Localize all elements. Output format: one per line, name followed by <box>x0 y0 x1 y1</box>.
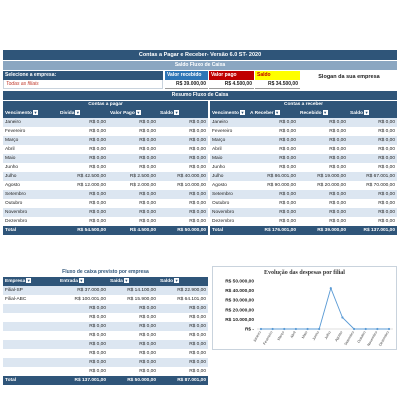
fluxo-empresa-cell[interactable] <box>3 331 58 340</box>
fluxo-empresa-cell[interactable]: R$ 0,00 <box>108 304 158 313</box>
fluxo-empresa-total-cell: R$ 50.000,00 <box>108 376 158 385</box>
y-tick-label: R$ 10.000,00 <box>225 317 254 323</box>
contas-receber-title: Contas a receber <box>210 101 397 109</box>
data-point[interactable] <box>353 328 355 330</box>
contas-receber-cell[interactable]: Janeiro <box>210 118 248 127</box>
y-tick-label: R$ 30.000,00 <box>225 298 254 304</box>
fluxo-empresa-cell[interactable] <box>3 313 58 322</box>
fluxo-empresa-row <box>3 367 208 376</box>
contas-pagar-cell[interactable]: R$ 0,00 <box>108 163 158 172</box>
contas-receber-cell[interactable]: R$ 0,00 <box>248 127 298 136</box>
fluxo-empresa-row <box>3 322 208 331</box>
fluxo-empresa-cell[interactable]: R$ 0,00 <box>158 340 208 349</box>
filter-dropdown-icon[interactable]: ▼ <box>275 110 280 116</box>
filter-dropdown-icon[interactable]: ▼ <box>26 278 31 284</box>
contas-pagar-total-cell: Total <box>3 226 58 235</box>
contas-pagar-header <box>3 109 208 118</box>
contas-pagar-cell[interactable]: R$ 0,00 <box>158 145 208 154</box>
fluxo-empresa-cell[interactable]: Filial-SP <box>3 286 58 295</box>
contas-receber-cell[interactable]: R$ 0,00 <box>248 145 298 154</box>
contas-pagar-cell[interactable]: Abril <box>3 145 58 154</box>
col-saldo[interactable]: Saldo ▼ <box>158 277 208 286</box>
contas-pagar-cell[interactable]: Fevereiro <box>3 127 58 136</box>
contas-pagar-row <box>3 190 208 199</box>
contas-receber-total-cell: R$ 137.001,00 <box>348 226 397 235</box>
fluxo-empresa-cell[interactable]: R$ 0,00 <box>58 322 108 331</box>
fluxo-empresa-cell[interactable]: Filial-ABC <box>3 295 58 304</box>
contas-pagar-cell[interactable]: R$ 0,00 <box>108 154 158 163</box>
contas-receber-cell[interactable]: Agosto <box>210 181 248 190</box>
contas-receber-row <box>210 154 397 163</box>
data-point[interactable] <box>376 328 378 330</box>
col-saida[interactable]: Saída ▼ <box>108 277 158 286</box>
series-line <box>261 288 389 329</box>
contas-receber-cell[interactable]: R$ 0,00 <box>348 199 397 208</box>
contas-receber-cell[interactable]: Maio <box>210 154 248 163</box>
filter-dropdown-icon[interactable]: ▼ <box>323 110 328 116</box>
contas-pagar-cell[interactable]: R$ 12.000,00 <box>58 181 108 190</box>
contas-pagar-cell[interactable]: R$ 0,00 <box>158 136 208 145</box>
fluxo-empresa-cell[interactable] <box>3 322 58 331</box>
contas-pagar-total-cell: R$ 4.500,00 <box>108 226 158 235</box>
contas-pagar-table <box>3 101 208 235</box>
contas-receber-cell[interactable]: R$ 70.000,00 <box>348 181 397 190</box>
contas-receber-row <box>210 145 397 154</box>
saldo-value: R$ 34.500,00 <box>255 80 300 89</box>
contas-pagar-cell[interactable]: Janeiro <box>3 118 58 127</box>
contas-receber-cell[interactable]: Fevereiro <box>210 127 248 136</box>
fluxo-empresa-cell[interactable] <box>3 340 58 349</box>
contas-receber-cell[interactable]: R$ 0,00 <box>298 127 348 136</box>
fluxo-empresa-row <box>3 295 208 304</box>
company-selector-label: Selecione a empresa: <box>3 71 163 80</box>
fluxo-empresa-row <box>3 349 208 358</box>
contas-pagar-cell[interactable]: R$ 0,00 <box>108 208 158 217</box>
data-point[interactable] <box>365 328 367 330</box>
fluxo-empresa-cell[interactable]: R$ 0,00 <box>108 313 158 322</box>
contas-pagar-cell[interactable]: R$ 0,00 <box>58 208 108 217</box>
fluxo-empresa-cell[interactable]: R$ 0,00 <box>158 349 208 358</box>
contas-receber-cell[interactable]: Dezembro <box>210 217 248 226</box>
contas-pagar-row <box>3 163 208 172</box>
col-a-receber[interactable]: A Receber ▼ <box>248 109 298 118</box>
fluxo-empresa-cell[interactable]: R$ 0,00 <box>158 313 208 322</box>
contas-pagar-cell[interactable]: R$ 0,00 <box>158 190 208 199</box>
contas-receber-row <box>210 127 397 136</box>
company-slogan: Slogan da sua empresa <box>318 74 380 80</box>
fluxo-empresa-cell[interactable]: R$ 0,00 <box>108 331 158 340</box>
contas-pagar-cell[interactable]: R$ 0,00 <box>58 118 108 127</box>
contas-receber-cell[interactable]: R$ 0,00 <box>298 136 348 145</box>
fluxo-empresa-cell[interactable]: R$ 37.000,00 <box>58 286 108 295</box>
contas-receber-cell[interactable]: Julho <box>210 172 248 181</box>
contas-pagar-total-row <box>3 226 208 235</box>
x-tick-label: Dezembro <box>378 330 390 347</box>
contas-receber-cell[interactable]: R$ 0,00 <box>248 217 298 226</box>
contas-receber-cell[interactable]: R$ 0,00 <box>348 217 397 226</box>
valor-recebido-value: R$ 39.000,00 <box>165 80 208 89</box>
contas-pagar-row <box>3 172 208 181</box>
contas-pagar-cell[interactable]: Setembro <box>3 190 58 199</box>
contas-receber-cell[interactable]: R$ 20.000,00 <box>298 181 348 190</box>
contas-receber-cell[interactable]: R$ 0,00 <box>248 208 298 217</box>
fluxo-empresa-total-cell: Total <box>3 376 58 385</box>
contas-pagar-cell[interactable]: R$ 2.000,00 <box>108 181 158 190</box>
contas-receber-cell[interactable]: R$ 0,00 <box>298 118 348 127</box>
contas-pagar-row <box>3 154 208 163</box>
contas-pagar-cell[interactable]: R$ 0,00 <box>108 136 158 145</box>
contas-pagar-total-cell: R$ 50.000,00 <box>158 226 208 235</box>
contas-receber-total-row <box>210 226 397 235</box>
fluxo-empresa-title: Fluxo de caixa previsto por empresa <box>62 269 149 275</box>
contas-receber-cell[interactable]: R$ 0,00 <box>248 199 298 208</box>
y-tick-label: R$ 40.000,00 <box>225 289 254 295</box>
contas-receber-cell[interactable]: R$ 0,00 <box>348 136 397 145</box>
fluxo-empresa-cell[interactable]: R$ 0,00 <box>58 349 108 358</box>
col-vencimento[interactable]: Vencimento ▼ <box>210 109 248 118</box>
fluxo-empresa-table <box>3 277 208 385</box>
fluxo-empresa-cell[interactable]: R$ 0,00 <box>108 367 158 376</box>
saldo-fluxo-title: Saldo Fluxo de Caixa <box>3 61 397 70</box>
filter-dropdown-icon[interactable]: ▼ <box>240 110 245 116</box>
contas-pagar-row <box>3 199 208 208</box>
fluxo-empresa-cell[interactable]: R$ 0,00 <box>58 304 108 313</box>
fluxo-empresa-row <box>3 286 208 295</box>
despesas-chart[interactable] <box>212 266 397 350</box>
data-point[interactable] <box>318 328 320 330</box>
col-entrada[interactable]: Entrada ▼ <box>58 277 108 286</box>
contas-receber-cell[interactable]: R$ 0,00 <box>348 154 397 163</box>
filter-dropdown-icon[interactable]: ▼ <box>136 110 141 116</box>
contas-pagar-cell[interactable]: R$ 0,00 <box>108 145 158 154</box>
contas-receber-cell[interactable]: Setembro <box>210 190 248 199</box>
filter-dropdown-icon[interactable]: ▼ <box>174 278 179 284</box>
contas-pagar-cell[interactable]: Junho <box>3 163 58 172</box>
contas-receber-row <box>210 190 397 199</box>
y-tick-label: R$ 20.000,00 <box>225 308 254 314</box>
contas-pagar-cell[interactable]: R$ 0,00 <box>108 199 158 208</box>
contas-pagar-cell[interactable]: R$ 0,00 <box>108 217 158 226</box>
contas-receber-total-cell: Total <box>210 226 248 235</box>
fluxo-empresa-cell[interactable]: R$ 0,00 <box>58 331 108 340</box>
valor-pago-label: Valor pago <box>209 71 254 80</box>
contas-pagar-cell[interactable]: R$ 0,00 <box>58 163 108 172</box>
fluxo-empresa-cell[interactable]: R$ 0,00 <box>58 340 108 349</box>
fluxo-empresa-cell[interactable]: R$ 0,00 <box>108 349 158 358</box>
contas-receber-row <box>210 217 397 226</box>
fluxo-empresa-cell[interactable] <box>3 367 58 376</box>
fluxo-empresa-row <box>3 313 208 322</box>
contas-receber-row <box>210 208 397 217</box>
x-tick-label: Julho <box>323 330 332 340</box>
sheet-title: Contas a Pagar e Receber- Versão 6.0 ST- 2020 <box>3 50 397 60</box>
x-tick-label: Outubro <box>356 330 367 344</box>
data-point[interactable] <box>272 328 274 330</box>
fluxo-empresa-total-row <box>3 376 208 385</box>
x-tick-label: Abril <box>289 330 297 339</box>
filter-dropdown-icon[interactable]: ▼ <box>124 278 129 284</box>
fluxo-empresa-cell[interactable]: R$ 0,00 <box>158 322 208 331</box>
fluxo-empresa-cell[interactable]: R$ 0,00 <box>58 367 108 376</box>
contas-pagar-cell[interactable]: R$ 0,00 <box>58 145 108 154</box>
contas-receber-cell[interactable]: R$ 0,00 <box>348 127 397 136</box>
contas-pagar-cell[interactable]: R$ 42.500,00 <box>58 172 108 181</box>
contas-pagar-cell[interactable]: R$ 0,00 <box>158 127 208 136</box>
col-recebido[interactable]: Recebido ▼ <box>298 109 348 118</box>
contas-receber-cell[interactable]: R$ 0,00 <box>248 163 298 172</box>
saldo-label: Saldo <box>255 71 300 80</box>
contas-receber-cell[interactable]: R$ 0,00 <box>298 217 348 226</box>
fluxo-empresa-cell[interactable]: R$ 0,00 <box>108 358 158 367</box>
contas-receber-table <box>210 101 397 235</box>
data-point[interactable] <box>388 328 390 330</box>
contas-pagar-cell[interactable]: R$ 0,00 <box>158 154 208 163</box>
contas-pagar-cell[interactable]: R$ 0,00 <box>108 190 158 199</box>
fluxo-empresa-cell[interactable]: R$ 0,00 <box>108 340 158 349</box>
contas-pagar-row <box>3 136 208 145</box>
fluxo-empresa-row <box>3 340 208 349</box>
contas-receber-total-cell: R$ 176.001,00 <box>248 226 298 235</box>
data-point[interactable] <box>283 328 285 330</box>
contas-pagar-row <box>3 208 208 217</box>
filter-dropdown-icon[interactable]: ▼ <box>79 278 84 284</box>
contas-pagar-cell[interactable]: Março <box>3 136 58 145</box>
contas-pagar-title: Contas a pagar <box>3 101 208 109</box>
contas-receber-row <box>210 172 397 181</box>
x-tick-label: Janeiro <box>252 330 262 343</box>
col-empresa[interactable]: Empresa ▼ <box>3 277 58 286</box>
contas-pagar-cell[interactable]: R$ 0,00 <box>58 154 108 163</box>
data-point[interactable] <box>295 328 297 330</box>
contas-receber-cell[interactable]: Novembro <box>210 208 248 217</box>
fluxo-empresa-cell[interactable]: R$ 0,00 <box>158 358 208 367</box>
contas-receber-row <box>210 181 397 190</box>
contas-receber-cell[interactable]: R$ 0,00 <box>348 190 397 199</box>
filter-dropdown-icon[interactable]: ▼ <box>174 110 179 116</box>
fluxo-empresa-cell[interactable]: R$ 0,00 <box>58 358 108 367</box>
x-tick-label: Agosto <box>334 330 344 343</box>
contas-receber-header <box>210 109 397 118</box>
contas-pagar-cell[interactable]: R$ 40.000,00 <box>158 172 208 181</box>
fluxo-empresa-cell[interactable]: R$ 0,00 <box>158 367 208 376</box>
contas-pagar-row <box>3 181 208 190</box>
col-vencimento[interactable]: Vencimento ▼ <box>3 109 58 118</box>
filter-dropdown-icon[interactable]: ▼ <box>33 110 38 116</box>
contas-receber-cell[interactable]: R$ 0,00 <box>248 118 298 127</box>
contas-receber-cell[interactable]: Outubro <box>210 199 248 208</box>
contas-pagar-cell[interactable]: R$ 0,00 <box>58 217 108 226</box>
data-point[interactable] <box>341 316 343 318</box>
contas-pagar-row <box>3 118 208 127</box>
contas-pagar-cell[interactable]: Agosto <box>3 181 58 190</box>
contas-receber-cell[interactable]: R$ 90.000,00 <box>248 181 298 190</box>
contas-receber-cell[interactable]: R$ 86.001,00 <box>248 172 298 181</box>
contas-pagar-cell[interactable]: R$ 0,00 <box>158 208 208 217</box>
fluxo-empresa-cell[interactable]: R$ 14.100,00 <box>108 286 158 295</box>
contas-receber-cell[interactable]: Março <box>210 136 248 145</box>
contas-pagar-cell[interactable]: R$ 2.500,00 <box>108 172 158 181</box>
contas-receber-cell[interactable]: Abril <box>210 145 248 154</box>
contas-receber-row <box>210 118 397 127</box>
contas-receber-cell[interactable]: R$ 0,00 <box>298 145 348 154</box>
col-saldo[interactable]: Saldo ▼ <box>348 109 397 118</box>
contas-pagar-cell[interactable]: R$ 0,00 <box>158 217 208 226</box>
contas-pagar-cell[interactable]: R$ 0,00 <box>58 136 108 145</box>
x-tick-label: Setembro <box>343 330 355 347</box>
chart-plot <box>213 267 398 351</box>
data-point[interactable] <box>260 328 262 330</box>
contas-receber-row <box>210 136 397 145</box>
fluxo-empresa-cell[interactable]: R$ 0,00 <box>58 313 108 322</box>
contas-pagar-cell[interactable]: R$ 0,00 <box>58 127 108 136</box>
fluxo-empresa-cell[interactable]: R$ 64.101,00 <box>158 295 208 304</box>
contas-receber-row <box>210 199 397 208</box>
valor-recebido-label: Valor recebido <box>165 71 208 80</box>
contas-receber-cell[interactable]: R$ 67.001,00 <box>348 172 397 181</box>
contas-receber-cell[interactable]: Junho <box>210 163 248 172</box>
col-valor-pago[interactable]: Valor Pago ▼ <box>108 109 158 118</box>
company-selector-value[interactable]: Todas as filiais <box>3 80 163 89</box>
contas-receber-cell[interactable]: R$ 0,00 <box>348 208 397 217</box>
contas-pagar-cell[interactable]: R$ 0,00 <box>58 199 108 208</box>
data-point[interactable] <box>330 287 332 289</box>
filter-dropdown-icon[interactable]: ▼ <box>364 110 369 116</box>
contas-pagar-row <box>3 145 208 154</box>
contas-receber-cell[interactable]: R$ 0,00 <box>298 163 348 172</box>
fluxo-empresa-total-cell: R$ 137.001,00 <box>58 376 108 385</box>
contas-pagar-cell[interactable]: Julho <box>3 172 58 181</box>
contas-pagar-cell[interactable]: R$ 0,00 <box>158 163 208 172</box>
contas-receber-cell[interactable]: R$ 0,00 <box>348 145 397 154</box>
contas-receber-cell[interactable]: R$ 0,00 <box>248 190 298 199</box>
x-tick-label: Março <box>276 330 286 342</box>
y-tick-label: R$ - <box>244 327 254 333</box>
contas-pagar-cell[interactable]: R$ 0,00 <box>108 118 158 127</box>
contas-receber-cell[interactable]: R$ 19.000,00 <box>298 172 348 181</box>
data-point[interactable] <box>306 328 308 330</box>
contas-pagar-cell[interactable]: Outubro <box>3 199 58 208</box>
contas-pagar-cell[interactable]: R$ 0,00 <box>158 118 208 127</box>
fluxo-empresa-cell[interactable]: R$ 0,00 <box>108 322 158 331</box>
contas-pagar-cell[interactable]: R$ 0,00 <box>58 190 108 199</box>
fluxo-empresa-cell[interactable] <box>3 349 58 358</box>
contas-pagar-row <box>3 217 208 226</box>
contas-pagar-row <box>3 127 208 136</box>
valor-pago-value: R$ 4.500,00 <box>209 80 254 89</box>
contas-pagar-cell[interactable]: R$ 0,00 <box>108 127 158 136</box>
fluxo-empresa-cell[interactable]: R$ 0,00 <box>158 304 208 313</box>
contas-pagar-total-cell: R$ 54.500,00 <box>58 226 108 235</box>
fluxo-empresa-total-cell: R$ 87.001,00 <box>158 376 208 385</box>
contas-pagar-cell[interactable]: Novembro <box>3 208 58 217</box>
contas-receber-cell[interactable]: R$ 0,00 <box>298 190 348 199</box>
resumo-title: Resumo Fluxo de Caixa <box>3 91 397 100</box>
fluxo-empresa-cell[interactable] <box>3 358 58 367</box>
fluxo-empresa-cell[interactable]: R$ 0,00 <box>158 331 208 340</box>
fluxo-empresa-cell[interactable]: R$ 100.001,00 <box>58 295 108 304</box>
y-tick-label: R$ 50.000,00 <box>225 279 254 285</box>
fluxo-empresa-header <box>3 277 208 286</box>
contas-pagar-cell[interactable]: R$ 10.000,00 <box>158 181 208 190</box>
spreadsheet <box>3 50 397 383</box>
col-divida[interactable]: Divida ▼ <box>58 109 108 118</box>
fluxo-empresa-row <box>3 304 208 313</box>
fluxo-empresa-row <box>3 358 208 367</box>
contas-receber-cell[interactable]: R$ 0,00 <box>348 118 397 127</box>
company-selector <box>3 71 163 89</box>
contas-receber-cell[interactable]: R$ 0,00 <box>248 154 298 163</box>
x-tick-label: Maio <box>301 330 309 340</box>
contas-receber-cell[interactable]: R$ 0,00 <box>298 154 348 163</box>
col-saldo[interactable]: Saldo ▼ <box>158 109 208 118</box>
contas-receber-cell[interactable]: R$ 0,00 <box>348 163 397 172</box>
fluxo-empresa-row <box>3 331 208 340</box>
contas-receber-total-cell: R$ 39.000,00 <box>298 226 348 235</box>
fluxo-empresa-cell[interactable] <box>3 304 58 313</box>
fluxo-empresa-cell[interactable]: R$ 15.900,00 <box>108 295 158 304</box>
x-tick-label: Junho <box>311 330 321 341</box>
x-tick-label: Fevereiro <box>262 330 274 346</box>
x-tick-label: Novembro <box>366 330 379 347</box>
fluxo-empresa-cell[interactable]: R$ 22.900,00 <box>158 286 208 295</box>
filter-dropdown-icon[interactable]: ▼ <box>75 110 80 116</box>
contas-receber-row <box>210 163 397 172</box>
contas-receber-cell[interactable]: R$ 0,00 <box>298 208 348 217</box>
contas-pagar-cell[interactable]: Dezembro <box>3 217 58 226</box>
contas-receber-cell[interactable]: R$ 0,00 <box>248 136 298 145</box>
chart-title: Evolução das despesas por filial <box>264 270 345 276</box>
contas-pagar-cell[interactable]: Maio <box>3 154 58 163</box>
contas-receber-cell[interactable]: R$ 0,00 <box>298 199 348 208</box>
contas-pagar-cell[interactable]: R$ 0,00 <box>158 199 208 208</box>
